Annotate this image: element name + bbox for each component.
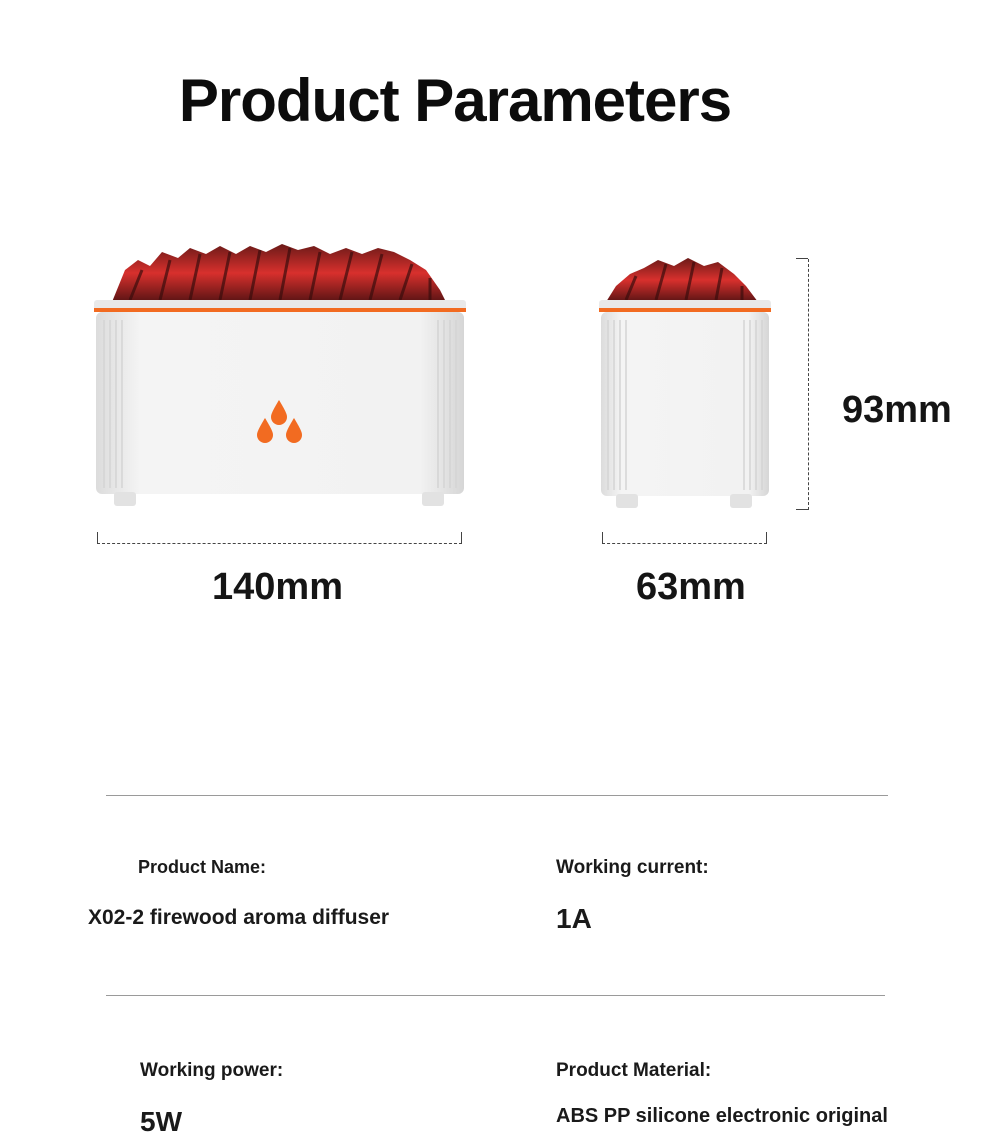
width-dimension-line (97, 543, 462, 544)
depth-label: 63mm (636, 566, 746, 608)
spec-value-product-name: X02-2 firewood aroma diffuser (88, 906, 390, 929)
diffuser-side-view (596, 252, 776, 514)
diffuser-front-view (90, 240, 470, 515)
spec-label-working-power: Working power: (140, 1060, 284, 1081)
divider (106, 995, 885, 996)
height-label: 93mm (842, 389, 952, 431)
spec-label-working-current: Working current: (556, 857, 709, 878)
width-label: 140mm (212, 566, 343, 608)
page-title: Product Parameters (178, 67, 732, 134)
divider (106, 795, 888, 796)
depth-dimension-line (602, 543, 767, 544)
height-dimension-line (808, 259, 809, 510)
spec-value-working-power: 5W (140, 1106, 182, 1137)
spec-value-working-current: 1A (556, 903, 592, 934)
spec-value-product-material: ABS PP silicone electronic original (556, 1105, 888, 1127)
spec-label-product-material: Product Material: (556, 1060, 712, 1081)
spec-label-product-name: Product Name: (138, 857, 267, 877)
